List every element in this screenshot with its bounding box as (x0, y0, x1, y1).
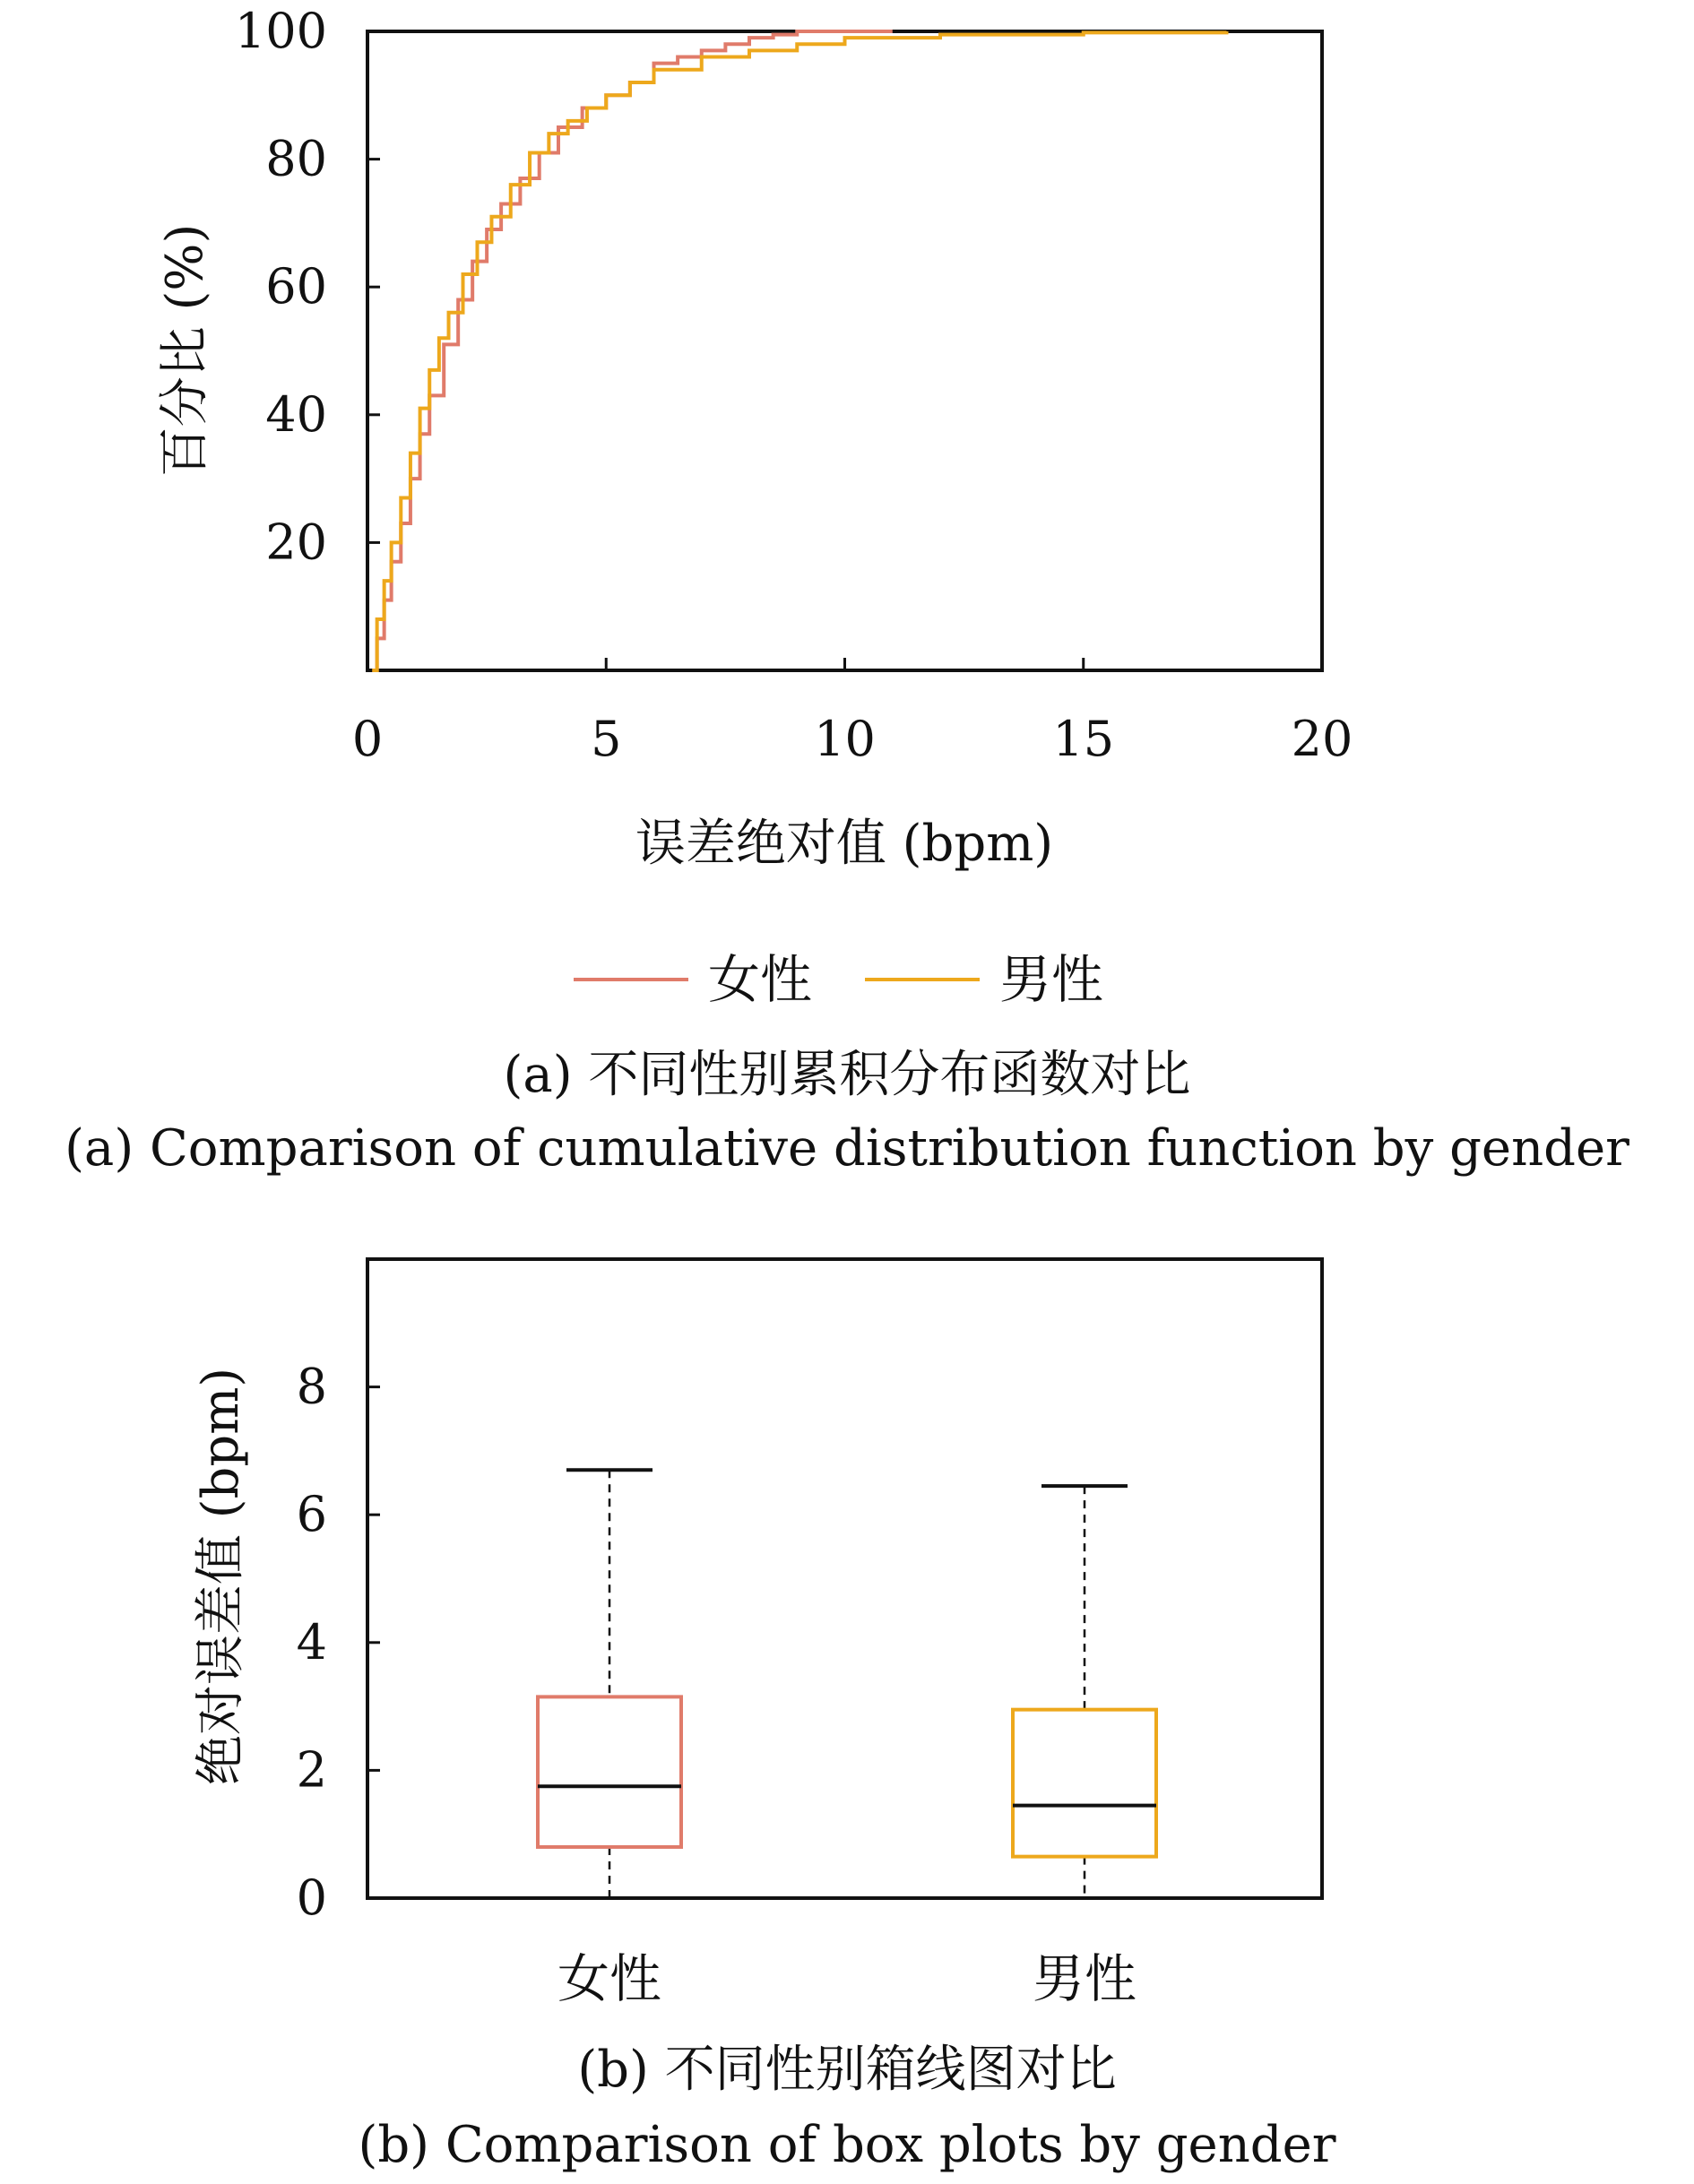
box-caption-cn: (b) 不同性别箱线图对比 (577, 2041, 1117, 2099)
cdf-x-axis-label: 误差绝对值 (bpm) (635, 815, 1054, 873)
cdf-y-tick-label: 80 (265, 130, 327, 187)
box-series-group (538, 1470, 1156, 1898)
cdf-caption-en: (a) Comparison of cumulative distribution function by gender (65, 1119, 1629, 1178)
cdf-series-line-male (372, 31, 1226, 670)
cdf-plot-frame (367, 31, 1322, 670)
cdf-y-ticks (235, 3, 380, 570)
cdf-series-group (372, 31, 1226, 670)
cdf-y-tick-label: 100 (234, 3, 327, 59)
cdf-x-tick-label: 10 (814, 711, 876, 767)
box-iqr-male (1013, 1710, 1156, 1857)
box-y-tick-label: 4 (296, 1613, 327, 1670)
box-x-tick-label: 女性 (557, 1948, 662, 2009)
cdf-x-tick-label: 15 (1052, 711, 1115, 767)
box-x-ticks (557, 1948, 1137, 2009)
cdf-x-tick-label: 20 (1291, 711, 1353, 767)
box-y-axis-label: 绝对误差值 (bpm) (192, 1367, 250, 1786)
cdf-x-tick-label: 0 (351, 711, 384, 767)
cdf-y-tick-label: 40 (265, 385, 327, 443)
cdf-x-ticks (352, 658, 1353, 767)
legend-label-male: 男性 (999, 949, 1104, 1010)
box-y-tick-label: 8 (296, 1358, 327, 1415)
cdf-y-tick-label: 60 (265, 258, 327, 315)
cdf-series-line-female (372, 31, 892, 670)
cdf-chart (65, 3, 1629, 1178)
box-chart (192, 1259, 1336, 2174)
legend-label-female: 女性 (708, 949, 813, 1010)
box-y-tick-label: 0 (296, 1869, 327, 1926)
cdf-y-axis-label: 百分比 (%) (156, 223, 214, 478)
box-plot-frame (367, 1259, 1322, 1898)
box-y-tick-label: 2 (296, 1741, 327, 1799)
cdf-legend (574, 949, 1103, 1010)
cdf-caption-cn: (a) 不同性别累积分布函数对比 (503, 1046, 1191, 1104)
box-caption-en: (b) Comparison of box plots by gender (358, 2116, 1336, 2174)
cdf-x-tick-label: 5 (591, 711, 622, 767)
box-x-tick-label: 男性 (1032, 1948, 1137, 2009)
box-iqr-female (538, 1696, 681, 1847)
cdf-y-tick-label: 20 (265, 514, 327, 571)
box-y-tick-label: 6 (296, 1486, 327, 1543)
